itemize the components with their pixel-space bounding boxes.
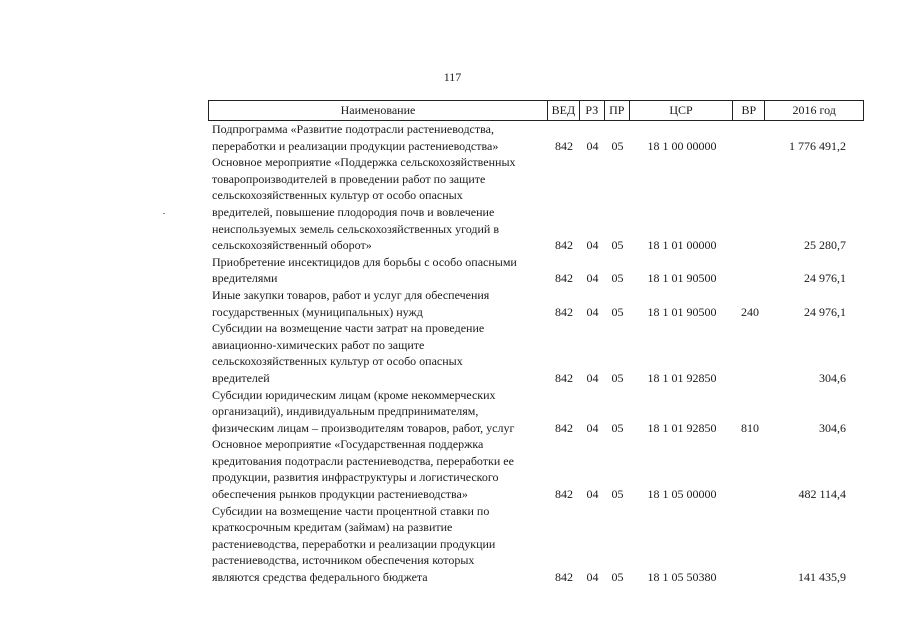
row-ved: 842 [555,271,573,286]
row-name-line: вредителей [212,370,270,385]
row-csr: 18 1 01 92850 [647,420,717,435]
row-name-line: товаропроизводителей в проведении работ по защите [212,171,486,186]
row-pr: 05 [611,238,624,253]
row-name-line: Субсидии юридическим лицам (кроме некоммерческих [212,387,496,402]
row-name-line: обеспечения рынков продукции растениеводства» [212,487,468,502]
row-amount: 1 776 491,2 [789,138,846,153]
table-row [208,320,864,386]
row-name-line: сельскохозяйственный оборот» [212,238,372,253]
row-amount: 304,6 [819,370,846,385]
table-row [208,287,864,320]
row-name-line: государственных (муниципальных) нужд [212,304,423,319]
row-rz: 04 [586,271,599,286]
row-amount: 304,6 [819,420,846,435]
table-row [208,436,864,502]
header-csr: ЦСР [630,101,734,120]
row-vr: 240 [741,304,759,319]
row-rz: 04 [586,238,599,253]
row-name-line: сельскохозяйственных культур от особо опасных [212,188,463,203]
row-csr: 18 1 01 90500 [647,304,717,319]
row-name-line: кредитования подотрасли растениеводства, переработки ее [212,453,514,468]
row-name [208,320,548,386]
row-pr: 05 [611,420,624,435]
row-name-line: организаций), индивидуальным предпринимателям, [212,404,479,419]
scan-speck [163,213,165,214]
row-pr: 05 [611,570,624,585]
row-csr: 18 1 01 92850 [647,370,717,385]
header-pr: ПР [605,101,630,120]
row-amount: 24 976,1 [804,304,846,319]
row-pr: 05 [611,271,624,286]
row-amount: 141 435,9 [798,570,846,585]
row-ved: 842 [555,420,573,435]
row-name-line: Приобретение инсектицидов для борьбы с особо опасными [212,254,517,269]
table-row [208,254,864,287]
row-name [208,121,548,154]
row-ved: 842 [555,238,573,253]
row-amount: 482 114,4 [798,487,846,502]
row-name-line: продукции, развития инфраструктуры и логистического [212,470,499,485]
row-name-line: являются средства федерального бюджета [212,570,428,585]
row-ved: 842 [555,370,573,385]
row-csr: 18 1 01 90500 [647,271,717,286]
row-name-line: Подпрограмма «Развитие подотрасли растениеводства, [212,122,494,136]
row-name-line: Основное мероприятие «Поддержка сельскохозяйственных [212,155,516,170]
row-name [208,387,548,437]
row-name-line: растениеводства, источником обеспечения которых [212,553,475,568]
row-name [208,254,548,287]
table-header [208,100,864,121]
table-row [208,503,864,586]
row-rz: 04 [586,420,599,435]
row-name [208,154,548,254]
row-rz: 04 [586,370,599,385]
row-name-line: Иные закупки товаров, работ и услуг для обеспечения [212,287,490,302]
row-amount: 24 976,1 [804,271,846,286]
row-name-line: краткосрочным кредитам (займам) на развитие [212,520,453,535]
header-vr: ВР [733,101,765,120]
header-year: 2016 год [792,103,836,117]
row-name-line: вредителями [212,271,278,286]
row-vr: 810 [741,420,759,435]
row-ved: 842 [555,570,573,585]
row-rz: 04 [586,487,599,502]
row-name-line: растениеводства, переработки и реализации продукции [212,536,496,551]
row-name-line: авиационно-химических работ по защите [212,337,425,352]
row-name-line: сельскохозяйственных культур от особо опасных [212,354,463,369]
header-ved: ВЕД [548,101,580,120]
table-row [208,387,864,437]
row-csr: 18 1 01 00000 [647,238,717,253]
row-pr: 05 [611,304,624,319]
row-rz: 04 [586,570,599,585]
row-name-line: Субсидии на возмещение части процентной ставки по [212,503,490,518]
row-name-line: неиспользуемых земель сельскохозяйственных угодий в [212,221,500,236]
row-rz: 04 [586,138,599,153]
header-rz: РЗ [580,101,605,120]
row-ved: 842 [555,487,573,502]
row-pr: 05 [611,138,624,153]
row-rz: 04 [586,304,599,319]
row-name-line: вредителей, повышение плодородия почв и вовлечение [212,204,495,219]
row-name-line: физическим лицам – производителям товаров, работ, услуг [212,420,515,435]
row-amount: 25 280,7 [804,238,846,253]
header-name: Наименование [209,101,548,120]
row-csr: 18 1 05 00000 [647,487,717,502]
row-name-line: Субсидии на возмещение части затрат на проведение [212,321,485,336]
table-body [208,121,864,586]
row-ved: 842 [555,138,573,153]
row-name-line: Основное мероприятие «Государственная поддержка [212,437,484,452]
row-ved: 842 [555,304,573,319]
table-row [208,154,864,254]
row-pr: 05 [611,487,624,502]
page-number: 117 [443,70,462,84]
row-csr: 18 1 00 00000 [647,138,717,153]
row-pr: 05 [611,370,624,385]
row-csr: 18 1 05 50380 [647,570,717,585]
row-name [208,503,548,586]
row-name-line: переработки и реализации продукции растениеводства» [212,138,499,153]
table-row [208,121,864,154]
row-name [208,436,548,502]
row-name [208,287,548,320]
